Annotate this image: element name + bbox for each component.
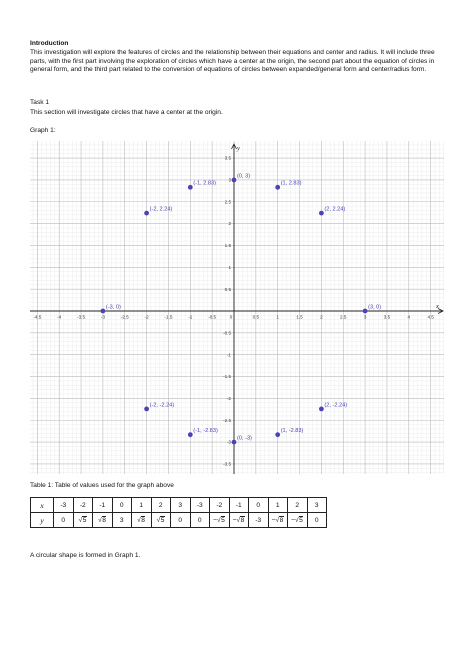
x-value-cell: -1	[93, 498, 113, 513]
conclusion-text: A circular shape is formed in Graph 1.	[30, 552, 141, 559]
y-tick-label: 3.5	[224, 155, 231, 161]
radicand: 5	[82, 516, 87, 524]
y-value-cell	[268, 513, 288, 528]
x-tick-label: 2	[320, 314, 323, 320]
y-value-cell	[307, 513, 327, 528]
data-point	[319, 406, 324, 411]
sqrt-symbol: √	[78, 516, 83, 524]
sqrt-expression	[213, 516, 225, 524]
x-tick-label: 4	[407, 314, 411, 320]
point-label: (2, 2.24)	[324, 206, 346, 213]
x-tick-label: 0.5	[252, 314, 260, 320]
data-point	[101, 309, 106, 314]
data-point	[144, 406, 149, 411]
y-tick-label: 1.5	[224, 243, 231, 249]
value: 0	[197, 516, 202, 524]
sign: −	[213, 516, 218, 524]
x-tick-label: 2.5	[340, 314, 347, 320]
radicand: 8	[240, 516, 245, 524]
x-value-cell: 0	[112, 498, 132, 513]
sqrt-expression	[98, 516, 106, 524]
data-point	[319, 211, 324, 216]
sign: −	[232, 516, 237, 524]
radicand: 5	[299, 516, 303, 524]
point-label: (-1, -2.83)	[193, 428, 218, 435]
value: 0	[61, 516, 66, 524]
y-tick-label: -3	[226, 439, 231, 445]
sqrt-expression	[137, 516, 145, 524]
x-value-cell: -1	[229, 498, 249, 513]
table-row-y	[31, 513, 327, 528]
data-point	[363, 309, 368, 314]
value: 0	[178, 516, 183, 524]
x-tick-label: -3	[100, 314, 105, 320]
radicand: 5	[221, 516, 225, 524]
y-tick-label: -1	[226, 352, 231, 358]
point-label: (2, -2.24)	[324, 402, 348, 409]
x-value-cell: -3	[190, 498, 210, 513]
sqrt-symbol: √	[217, 516, 221, 524]
y-value-cell	[229, 513, 249, 528]
data-point	[275, 432, 280, 437]
value: 0	[314, 516, 319, 524]
x-value-cell: -2	[73, 498, 93, 513]
sqrt-expression	[157, 516, 165, 524]
point-label: (3, 0)	[368, 304, 382, 311]
y-value-cell	[132, 513, 152, 528]
sqrt-symbol: √	[275, 516, 280, 524]
y-tick-label: -2	[226, 396, 231, 401]
intro-paragraph: This investigation will explore the features of circles and the relationship between their equations and center and radius. It will include three parts, with the first part involving the exploration of circles which have a center at the origin, the second part about the equation of circles in general form, and the third part related to the conversion of equations of circles between expanded/general form and center/radius form.	[30, 49, 435, 74]
task-description: This section will investigate circles that have a center at the origin.	[30, 109, 223, 116]
sqrt-expression	[233, 516, 245, 524]
y-value-cell	[73, 513, 93, 528]
x-value-cell: 2	[288, 498, 308, 513]
x-tick-label: -1	[188, 314, 193, 320]
graph-background	[30, 141, 444, 474]
y-value-cell	[54, 513, 74, 528]
x-tick-label: 1	[276, 314, 279, 320]
table-caption: Table 1: Table of values used for the graph above	[30, 482, 174, 489]
row-label-x: x	[31, 498, 54, 513]
y-value-cell	[171, 513, 191, 528]
x-tick-label: -4	[57, 314, 62, 320]
x-tick-label: 0	[229, 314, 233, 320]
y-axis-label: y	[237, 145, 240, 152]
task-title: Task 1	[30, 99, 50, 106]
y-value-cell	[210, 513, 230, 528]
point-label: (1, -2.83)	[280, 428, 304, 435]
x-tick-label: -3.5	[77, 314, 86, 320]
sqrt-symbol: √	[98, 516, 102, 524]
data-point	[232, 178, 237, 183]
sqrt-expression	[272, 516, 284, 524]
y-tick-label: 2	[228, 221, 231, 227]
radicand: 8	[141, 516, 145, 524]
point-label: (0, -3)	[237, 435, 252, 442]
y-tick-label: 1	[228, 264, 231, 270]
x-tick-label: 1.5	[296, 314, 303, 320]
y-value-cell	[151, 513, 171, 528]
sqrt-symbol: √	[137, 516, 141, 524]
data-point	[188, 432, 193, 437]
y-tick-label: -1.5	[223, 374, 231, 380]
point-label: (-1, 2.83)	[193, 180, 217, 187]
y-value-cell	[249, 513, 269, 528]
value: 3	[119, 516, 124, 524]
x-tick-label: -2	[144, 314, 149, 320]
point-label: (-3, 0)	[105, 304, 121, 311]
data-point	[275, 185, 280, 190]
y-tick-label: 2.5	[224, 199, 231, 205]
x-tick-label: 4.5	[427, 314, 434, 320]
x-axis-label: x	[436, 303, 439, 310]
sign: −	[271, 516, 276, 524]
sqrt-expression	[79, 516, 87, 524]
y-tick-label: 3	[228, 177, 231, 183]
point-label: (1, 2.83)	[280, 180, 302, 187]
y-tick-label: -2.5	[223, 417, 231, 423]
radicand: 8	[279, 516, 284, 524]
sqrt-symbol: √	[295, 516, 299, 524]
x-tick-label: 3	[363, 314, 367, 320]
y-value-cell	[112, 513, 132, 528]
y-value-cell	[288, 513, 308, 528]
scatter-graph	[30, 141, 444, 474]
x-tick-label: -0.5	[208, 314, 217, 320]
point-label: (0, 3)	[237, 173, 251, 180]
sqrt-symbol: √	[236, 516, 241, 524]
x-tick-label: -1.5	[164, 314, 173, 320]
sqrt-expression	[291, 516, 303, 524]
y-value-cell	[190, 513, 210, 528]
x-tick-label: -2.5	[120, 314, 129, 320]
y-tick-label: 0.5	[224, 286, 231, 292]
value: -3	[255, 516, 262, 524]
sign: −	[291, 516, 296, 524]
section-heading: Introduction	[30, 40, 69, 47]
x-value-cell: 1	[132, 498, 152, 513]
data-point	[188, 185, 193, 190]
point-label: (-2, 2.24)	[149, 206, 173, 213]
table-row-x	[31, 498, 327, 513]
point-label: (-2, -2.24)	[149, 402, 175, 409]
x-value-cell: -3	[54, 498, 74, 513]
x-value-cell: -2	[210, 498, 230, 513]
x-value-cell: 1	[268, 498, 288, 513]
radicand: 5	[160, 516, 165, 524]
radicand: 8	[102, 516, 106, 524]
sqrt-symbol: √	[156, 516, 161, 524]
x-value-cell: 0	[249, 498, 269, 513]
graph-label: Graph 1:	[30, 127, 56, 134]
data-point	[232, 440, 237, 445]
values-table	[30, 497, 327, 528]
y-tick-label: -0.5	[223, 330, 231, 336]
y-tick-label: -3.5	[223, 461, 231, 467]
data-point	[144, 211, 149, 216]
row-label-y: y	[31, 513, 54, 528]
x-value-cell: 2	[151, 498, 171, 513]
x-tick-label: -4.5	[33, 314, 42, 320]
x-value-cell: 3	[171, 498, 191, 513]
y-value-cell	[93, 513, 113, 528]
x-value-cell: 3	[307, 498, 327, 513]
x-tick-label: 3.5	[383, 314, 391, 320]
